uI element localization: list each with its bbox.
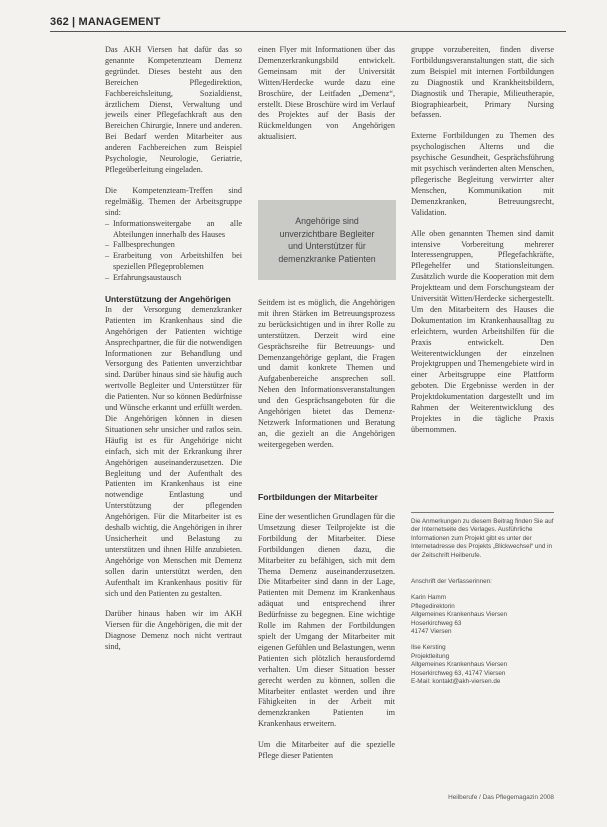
contact-line: Pflegedirektorin bbox=[411, 602, 455, 610]
footnote: Die Anmerkungen zu diesem Beitrag finden Sie auf der Internetseite des Verlages. Ausführliche Informationen zum Projekt gibt es unter der Internetadresse des Projekts „Blickwechsel“ und in der Zeitschrift Heilberufe. bbox=[411, 512, 554, 560]
list-item: – Fallbesprechungen bbox=[105, 240, 242, 251]
paragraph: Seitdem ist es möglich, die Angehörigen mit ihren Stärken im Betreuungsprozess zu berücksichtigen und in ihrer Rolle zu unterstützen. Derzeit wird eine Gesprächsreihe für Betreuungs- und Demenzangehörige geplant, die Fragen und damit konkrete Themen und Aufgabenbereiche ansprechen soll. Neben den Informationsveranstaltungen und den Gesprächsangeboten für die Angehörigen bietet das Demenz-Netzwerk Informationen und Beratung an, die gezielt an die Angehörigen weitergegeben werden. bbox=[258, 298, 395, 449]
pull-quote-box bbox=[258, 200, 396, 280]
paragraph: Externe Fortbildungen zu Themen des psychologischen Alterns und die psychische Gesundheit, Gesprächsführung mit psychisch veränderten alten Menschen, pflegerische Begleitung verwirrter alter Menschen, Kommunikation mit Demenzkranken, Betreuungsrecht, Validation. bbox=[411, 131, 554, 217]
paragraph: gruppe vorzubereiten, finden diverse Fortbildungsveranstaltungen statt, die sich zum Beispiel mit internen Fortbildungen zu Diagnostik und Krankheitsbildern, Diagnostik und Therapie, Milieutherapie, Biographiearbeit, Primary Nursing befassen. bbox=[411, 45, 554, 120]
contact-line: Hoserkirchweg 63 bbox=[411, 619, 462, 627]
column-left bbox=[105, 45, 242, 663]
contact-email: E-Mail: kontakt@akh-viersen.de bbox=[411, 678, 501, 686]
pull-quote-line: Angehörige sind bbox=[295, 216, 359, 226]
contact-title: Anschrift der Verfasserinnen: bbox=[411, 578, 492, 585]
contact-line: Ilse Kersting bbox=[411, 644, 446, 652]
paragraph: Alle oben genannten Themen sind damit intensive Vorbereitung mehrerer Interessengruppen, Pflegefachkräfte, Pflegehelfer und Stationsleitungen. Zusätzlich wurde die Kooperation mit dem Projektteam und dem Forschungsteam der Universität Witten/Herdecke sichergestellt. Um den Mitarbeitern des Hauses die Dokumentation im Krankenhausalltag zu erleichtern, wurden Arbeitshilfen für die Praxis entwickelt. Den Weiterentwicklungen der einzelnen Projektgruppen und Themengebiete wird in einer Arbeitsgruppe eine Plattform geboten. Die Ergebnisse werden in der Projektdokumentation dargestellt und im Rahmen der Weiterentwicklung des Projektes in die tägliche Praxis übernommen. bbox=[411, 228, 554, 434]
paragraph: Eine der wesentlichen Grundlagen für die Umsetzung dieser Teilprojekte ist die Fortbildung der Mitarbeiter. Diese Fortbildungen dienen dazu, die Mitarbeiter zu befähigen, sich mit dem Thema Demenz auseinanderzusetzen. Die Mitarbeiter sind dann in der Lage, Patienten mit Demenz im Krankenhaus adäquat und entsprechend ihrer Bedürfnisse zu begegnen. Eine wichtige Rolle im Rahmen der Fortbildungen spielt der Umgang der Mitarbeiter mit eigenen Gefühlen und Belastungen, wenn Patienten sich plötzlich herausfordernd verhalten. Um dieser Situation besser gerecht werden zu können, sollen die Mitarbeiter entlastet werden und ihre Fähigkeiten in der Arbeit mit demenzkranken Patienten im Krankenhaus erweitern. bbox=[258, 512, 395, 729]
paragraph: Das AKH Viersen hat dafür das so genannte Kompetenzteam Demenz gegründet. Dieses besteht aus den Bereichen Pflegedirektion, Fachbereichsleitung, Sozialdienst, ärztlichem Dienst, Verwaltung und jeweils einer Pflegefachkraft aus den Bereichen Chirurgie, Innere und anderen. Bei Bedarf werden Mitarbeiter aus anderen Fachbereichen zum Beispiel Psychologie, Neurologie, Geriatrie, Pflegeüberleitung eingeladen. bbox=[105, 45, 242, 174]
page-number: 362 bbox=[50, 16, 69, 28]
list-item: – Informationsweitergabe an alle Abteilungen innerhalb des Hauses bbox=[105, 219, 242, 241]
page-header: 362 | MANAGEMENT bbox=[50, 16, 566, 32]
paragraph: Um die Mitarbeiter auf die spezielle Pflege dieser Patienten bbox=[258, 740, 395, 761]
contact-line: Hoserkirchweg 63, 41747 Viersen bbox=[411, 669, 506, 677]
contact-line: Projektleitung bbox=[411, 652, 450, 660]
paragraph: In der Versorgung demenzkranker Patienten im Krankenhaus sind die Angehörigen der Patienten wichtige Ansprechpartner, die für die notwendigen Informationen zur Behandlung und Versorgung des Patienten unverzichtbar sind. Darüber hinaus sind sie häufig auch wertvolle Begleiter und Unterstützer für die Patienten. Nur so können Bedürfnisse und Wünsche erkannt und erfüllt werden. Die Angehörigen können in diesen Situationen sehr unsicher und ratlos sein. Häufig ist es für Angehörige nicht einfach, sich mit der Erkrankung ihrer Angehörigen auseinanderzusetzen. Die Begleitung und der Aufenthalt des Patienten im Krankenhaus ist eine notwendige Entlastung und Unterstützung der pflegenden Angehörigen. Für die Mitarbeiter ist es deshalb wichtig, die Angehörigen in ihrer Unsicherheit und Belastung zu unterstützen und ihnen Hilfe anzubieten. Angehörige von Menschen mit Demenz sollen darin unterstützt werden, den Aufenthalt im Krankenhaus positiv für sich und den Patienten zu gestalten. bbox=[105, 304, 242, 598]
author-contact bbox=[411, 578, 554, 686]
topic-list bbox=[105, 219, 242, 284]
section-title: MANAGEMENT bbox=[78, 16, 161, 28]
page-footer: Heilberufe / Das Pflegemagazin 2008 bbox=[448, 794, 554, 801]
paragraph: einen Flyer mit Informationen über das Demenzerkrankungsbild entwickelt. Gemeinsam mit der Universität Witten/Herdecke wurde dazu eine Broschüre, der Leitfaden „Demenz“, erstellt. Diese Broschüre wird im Verlauf des Projektes auf der Basis der Rückmeldungen von Angehörigen aktualisiert. bbox=[258, 45, 395, 142]
pull-quote-line: und Unterstützer für bbox=[288, 241, 366, 251]
column-right bbox=[411, 45, 554, 446]
pull-quote-line: unverzichtbare Begleiter bbox=[279, 228, 375, 239]
contact-line: Allgemeines Krankenhaus Viersen bbox=[411, 661, 508, 669]
paragraph: Darüber hinaus haben wir im AKH Viersen für die Angehörigen, die mit der Diagnose Demenz noch nicht vertraut sind, bbox=[105, 609, 242, 652]
list-item: – Erarbeitung von Arbeitshilfen bei speziellen Pflegeproblemen bbox=[105, 251, 242, 273]
list-item: – Erfahrungsaustausch bbox=[105, 273, 242, 284]
contact-line: 41747 Viersen bbox=[411, 628, 452, 636]
column-middle-bottom bbox=[258, 512, 395, 772]
pull-quote-line: demenzkranke Patienten bbox=[278, 253, 376, 264]
contact-line: Allgemeines Krankenhaus Viersen bbox=[411, 611, 508, 619]
section-heading: Fortbildungen der Mitarbeiter bbox=[258, 492, 378, 502]
column-middle-mid bbox=[258, 298, 395, 461]
paragraph: Die Kompetenzteam-Treffen sind regelmäßig. Themen der Arbeitsgruppe sind: bbox=[105, 185, 242, 217]
column-middle-top bbox=[258, 45, 395, 153]
contact-line: Karin Hamm bbox=[411, 594, 446, 602]
subheading: Unterstützung der Angehörigen bbox=[105, 294, 231, 305]
